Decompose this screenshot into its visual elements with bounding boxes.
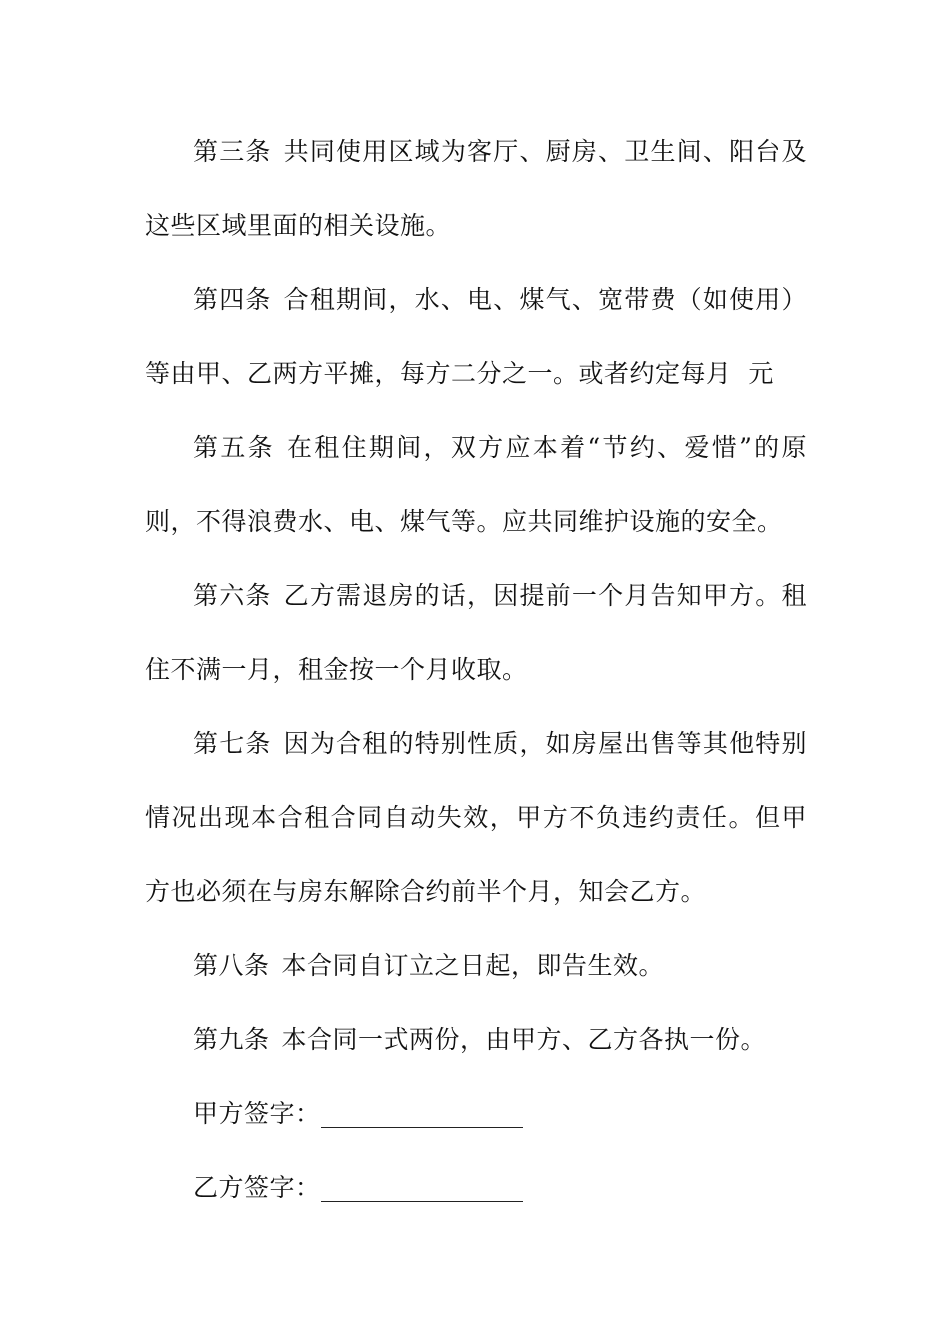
party-b-signature [145,1151,807,1225]
clause-label: 第四条 [193,285,272,314]
clause-text: 本合同一式两份，由甲方、乙方各执一份。 [281,1025,767,1054]
clause-label: 第三条 [193,137,272,166]
clause-text: 因为合租的特别性质，如房屋出售等其他特别情况出现本合租合同自动失效，甲方不负违约责任。但甲方也必须在与房东解除合约前半个月，知会乙方。 [145,729,807,906]
party-b-signature-line [321,1175,523,1202]
clause-6 [145,559,807,707]
party-b-signature-label: 乙方签字： [193,1173,321,1202]
clause-9 [145,1003,807,1077]
clause-label: 第九条 [193,1025,270,1054]
clause-8 [145,929,807,1003]
clause-text: 乙方需退房的话，因提前一个月告知甲方。租住不满一月，租金按一个月收取。 [145,581,807,684]
party-a-signature [145,1077,807,1151]
clause-3 [145,115,807,263]
party-a-signature-line [321,1101,523,1128]
clause-label: 第七条 [193,729,272,758]
clause-label: 第五条 [193,433,275,462]
clause-text: 本合同自订立之日起，即告生效。 [281,951,665,980]
clause-4 [145,263,807,411]
clause-text: 合租期间，水、电、煤气、宽带费（如使用）等由甲、乙两方平摊，每方二分之一。或者约定每月 元 [145,285,807,388]
clause-label: 第六条 [193,581,272,610]
party-a-signature-label: 甲方签字： [193,1099,321,1128]
clause-5 [145,411,807,559]
clause-text: 在租住期间，双方应本着“节约、爱惜”的原则，不得浪费水、电、煤气等。应共同维护设施的安全。 [145,433,807,536]
clause-7 [145,707,807,929]
clause-label: 第八条 [193,951,270,980]
contract-body [145,115,807,1225]
clause-text: 共同使用区域为客厅、厨房、卫生间、阳台及这些区域里面的相关设施。 [145,137,807,240]
